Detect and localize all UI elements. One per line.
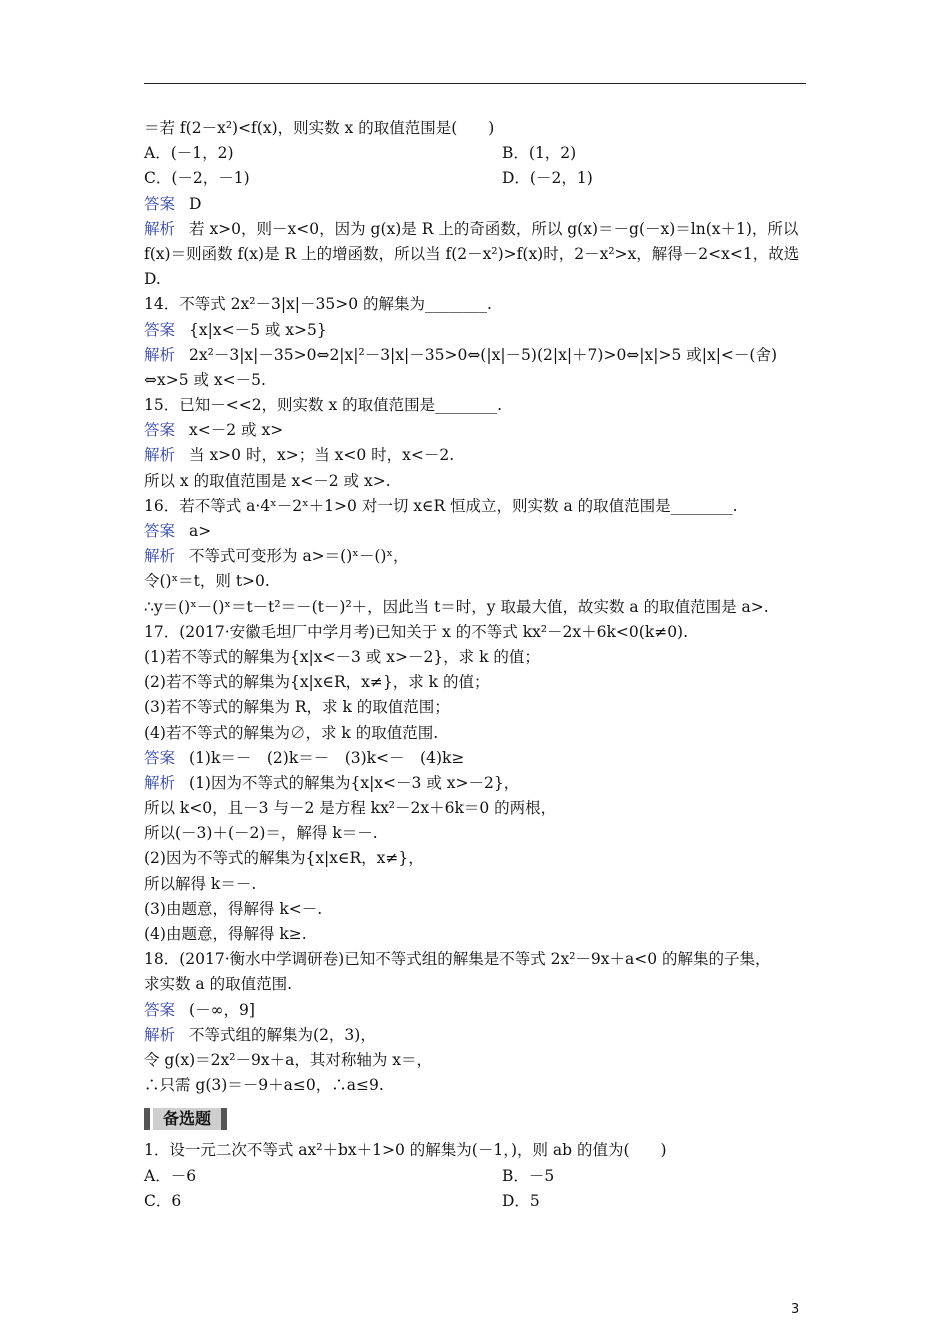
- text-line: [144, 292, 814, 317]
- line-text: ＝若 f(2－x²)<f(x)，则实数 x 的取值范围是( ): [144, 119, 495, 137]
- line-text: (4)由题意，得解得 k≥.: [144, 925, 307, 943]
- line-text: x<－2 或 x>: [189, 421, 284, 440]
- line-text: (1)k＝－ (2)k＝－ (3)k<－ (4)k≥: [189, 748, 465, 767]
- line-label: 解析: [144, 547, 176, 566]
- text-line: [144, 922, 814, 947]
- line-label: 解析: [144, 446, 176, 465]
- analysis-line: [144, 343, 814, 368]
- text-line: [144, 972, 814, 997]
- section-header: [144, 1106, 814, 1132]
- line-label: 答案: [144, 194, 176, 213]
- line-text: 2x²－3|x|－35>0⇔2|x|²－3|x|－35>0⇔(|x|－5)(2|x|＋7)>0⇔|x|>5 或|x|<－(舍): [189, 345, 778, 364]
- line-text: 所以解得 k＝－.: [144, 874, 257, 893]
- option-item: D．5: [502, 1191, 540, 1210]
- line-text: ∴y＝()ˣ－()ˣ＝t－t²＝－(t－)²＋，因此当 t＝时，y 取最大值，故实数 a 的取值范围是 a>.: [144, 597, 769, 616]
- option-row: [144, 141, 814, 166]
- line-text: 18．(2017·衡水中学调研卷)已知不等式组的解集是不等式 2x²－9x＋a<0 的解集的子集，: [144, 950, 771, 969]
- line-label: 答案: [144, 522, 176, 540]
- text-line: [144, 947, 814, 972]
- analysis-line: [144, 217, 814, 242]
- page-content: [144, 116, 814, 1214]
- line-text: ⇔x>5 或 x<－5.: [144, 370, 266, 389]
- text-line: [144, 796, 814, 821]
- alternate-questions-block: [144, 1138, 814, 1214]
- option-item: B．－5: [502, 1166, 555, 1185]
- text-line: [144, 569, 814, 594]
- option-item: C．6: [144, 1191, 182, 1210]
- line-text: (3)若不等式的解集为 R，求 k 的取值范围；: [144, 698, 450, 717]
- line-text: 所以 x 的取值范围是 x<－2 或 x>.: [144, 471, 391, 490]
- header-rule: [144, 83, 806, 84]
- text-line: [144, 393, 814, 418]
- line-text: 求实数 a 的取值范围.: [144, 975, 293, 994]
- line-text: 不等式组的解集为(2，3)，: [189, 1025, 376, 1044]
- line-text: 15．已知－<<2，则实数 x 的取值范围是________.: [144, 396, 503, 415]
- text-line: [144, 897, 814, 922]
- option-item: A．(－1，2): [144, 144, 234, 163]
- section-title: 备选题: [153, 1108, 221, 1130]
- line-text: (2)若不等式的解集为{x|x∈R，x≠}，求 k 的值；: [144, 673, 490, 692]
- line-label: 解析: [144, 1025, 176, 1044]
- line-text: 16．若不等式 a·4ˣ－2ˣ＋1>0 对一切 x∈R 恒成立，则实数 a 的取值范围是________.: [144, 496, 738, 515]
- answer-line: [144, 318, 814, 343]
- answer-line: [144, 418, 814, 443]
- line-text: 17．(2017·安徽毛坦厂中学月考)已知关于 x 的不等式 kx²－2x＋6k<0(k≠0).: [144, 622, 689, 641]
- line-text: (－∞，9]: [189, 1000, 255, 1019]
- section-bar-right: [221, 1108, 227, 1130]
- text-line: [144, 242, 814, 267]
- text-line: [144, 695, 814, 720]
- page-number: 3: [791, 1302, 800, 1317]
- analysis-line: [144, 443, 814, 468]
- line-text: ∴只需 g(3)＝－9＋a≤0，∴a≤9.: [144, 1076, 384, 1095]
- analysis-line: [144, 1023, 814, 1048]
- line-label: 答案: [144, 320, 176, 339]
- line-text: (1)因为不等式的解集为{x|x<－3 或 x>－2}，: [189, 773, 520, 792]
- text-line: [144, 1073, 814, 1098]
- text-line: [144, 1138, 814, 1163]
- option-item: B．(1，2): [502, 144, 577, 163]
- answer-line: [144, 998, 814, 1023]
- option-item: C．(－2，－1): [144, 169, 250, 188]
- line-label: 解析: [144, 345, 176, 364]
- line-label: 解析: [144, 773, 176, 792]
- option-row: [144, 1189, 814, 1214]
- text-line: [144, 595, 814, 620]
- section-bar-left: [144, 1108, 150, 1130]
- text-line: [144, 494, 814, 519]
- answer-line: [144, 519, 814, 544]
- answer-line: [144, 746, 814, 771]
- text-line: [144, 846, 814, 871]
- text-line: [144, 267, 814, 292]
- line-text: {x|x<－5 或 x>5}: [189, 320, 327, 339]
- text-line: [144, 469, 814, 494]
- text-line: [144, 645, 814, 670]
- line-label: 答案: [144, 1000, 176, 1019]
- line-text: (3)由题意，得解得 k<－.: [144, 899, 323, 918]
- solutions-block: [144, 116, 814, 1098]
- line-text: (1)若不等式的解集为{x|x<－3 或 x>－2}，求 k 的值；: [144, 647, 540, 666]
- text-line: [144, 821, 814, 846]
- line-text: (2)因为不等式的解集为{x|x∈R，x≠}，: [144, 849, 424, 868]
- text-line: [144, 1048, 814, 1073]
- analysis-line: [144, 544, 814, 569]
- line-text: 14．不等式 2x²－3|x|－35>0 的解集为________.: [144, 295, 492, 314]
- line-text: f(x)＝则函数 f(x)是 R 上的增函数，所以当 f(2－x²)>f(x)时，2－x²>x，解得－2<x<1，故选: [144, 244, 800, 263]
- line-text: D: [189, 194, 202, 213]
- line-label: 答案: [144, 421, 176, 440]
- text-line: [144, 620, 814, 645]
- text-line: [144, 670, 814, 695]
- text-line: [144, 116, 814, 141]
- line-text: 所以 k<0，且－3 与－2 是方程 kx²－2x＋6k＝0 的两根，: [144, 799, 557, 818]
- line-text: 当 x>0 时，x>；当 x<0 时，x<－2.: [189, 446, 455, 465]
- analysis-line: [144, 771, 814, 796]
- answer-line: [144, 192, 814, 217]
- text-line: [144, 872, 814, 897]
- line-text: a>: [189, 522, 212, 540]
- line-text: 所以(－3)＋(－2)＝，解得 k＝－.: [144, 824, 378, 843]
- text-line: [144, 368, 814, 393]
- option-item: A．－6: [144, 1166, 197, 1185]
- line-text: 令 g(x)＝2x²－9x＋a，其对称轴为 x＝，: [144, 1050, 433, 1069]
- option-row: [144, 1164, 814, 1189]
- line-text: 令()ˣ＝t，则 t>0.: [144, 572, 270, 591]
- line-text: D.: [144, 270, 161, 289]
- line-text: (4)若不等式的解集为∅，求 k 的取值范围.: [144, 723, 439, 742]
- option-row: [144, 166, 814, 191]
- text-line: [144, 721, 814, 746]
- line-label: 解析: [144, 219, 176, 238]
- line-label: 答案: [144, 748, 176, 767]
- line-text: 不等式可变形为 a>＝()ˣ－()ˣ，: [189, 547, 409, 566]
- option-item: D．(－2，1): [502, 169, 593, 188]
- line-text: 若 x>0，则－x<0，因为 g(x)是 R 上的奇函数，所以 g(x)＝－g(－x)＝ln(x＋1)，所以: [189, 219, 799, 238]
- line-text: 1．设一元二次不等式 ax²＋bx＋1>0 的解集为(－1，)，则 ab 的值为( ): [144, 1141, 667, 1160]
